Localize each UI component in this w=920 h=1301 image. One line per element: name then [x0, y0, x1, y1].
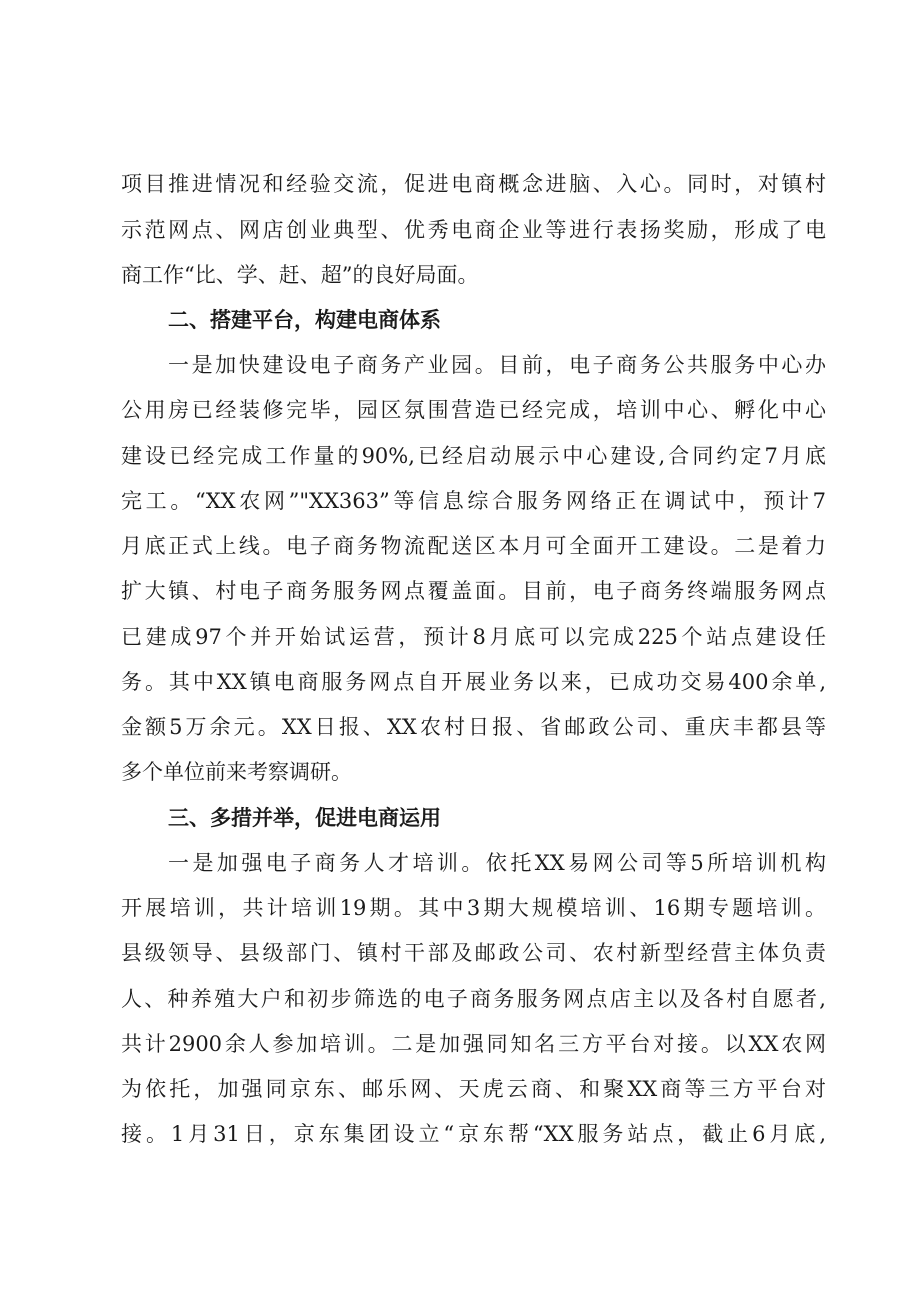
body-text-line: 金额5万余元。XX日报、XX农村日报、省邮政公司、重庆丰都县等 [121, 715, 826, 739]
body-text-line: 人、种养殖大户和初步筛选的电子商务服务网点店主以及各村自愿者, [121, 987, 826, 1011]
body-text-line: 共计2900余人参加培训。二是加强同知名三方平台对接。以XX农网 [121, 1032, 826, 1056]
body-text-line: 月底正式上线。电子商务物流配送区本月可全面开工建设。二是着力 [121, 534, 826, 558]
body-text-line: 多个单位前来考察调研。 [121, 760, 352, 784]
body-text-line: 接。1月31日，京东集团设立“京东帮“XX服务站点，截止6月底, [121, 1122, 826, 1146]
body-text-line: 公用房已经装修完毕，园区氛围营造已经完成，培训中心、孵化中心 [121, 398, 826, 422]
section-heading: 二、搭建平台，构建电商体系 [168, 308, 441, 332]
body-text-line: 完工。“XX农网”"XX363”等信息综合服务网络正在调试中，预计7 [121, 489, 826, 513]
body-text-line: 示范网点、网店创业典型、优秀电商企业等进行表扬奖励，形成了电 [121, 218, 826, 242]
body-text-line: 县级领导、县级部门、镇村干部及邮政公司、农村新型经营主体负责 [121, 941, 826, 965]
body-text-line: 开展培训，共计培训19期。其中3期大规模培训、16期专题培训。 [121, 896, 826, 920]
body-text-line: 扩大镇、村电子商务服务网点覆盖面。目前，电子商务终端服务网点 [121, 579, 826, 603]
body-text-line: 一是加强电子商务人才培训。依托XX易网公司等5所培训机构 [168, 851, 826, 875]
body-text-line: 项目推进情况和经验交流，促进电商概念进脑、入心。同时，对镇村 [121, 172, 826, 196]
body-text-line: 商工作“比、学、赶、超”的良好局面。 [121, 263, 479, 287]
body-text-line: 务。其中XX镇电商服务网点自开展业务以来，已成功交易400余单, [121, 670, 826, 694]
body-text-line: 已建成97个并开始试运营，预计8月底可以完成225个站点建设任 [121, 625, 826, 649]
body-text-line: 为依托，加强同京东、邮乐网、天虎云商、和聚XX商等三方平台对 [121, 1077, 826, 1101]
body-text-line: 一是加快建设电子商务产业园。目前，电子商务公共服务中心办 [168, 353, 826, 377]
section-heading: 三、多措并举，促进电商运用 [168, 806, 441, 830]
body-text-line: 建设已经完成工作量的90%,已经启动展示中心建设,合同约定7月底 [121, 444, 826, 468]
